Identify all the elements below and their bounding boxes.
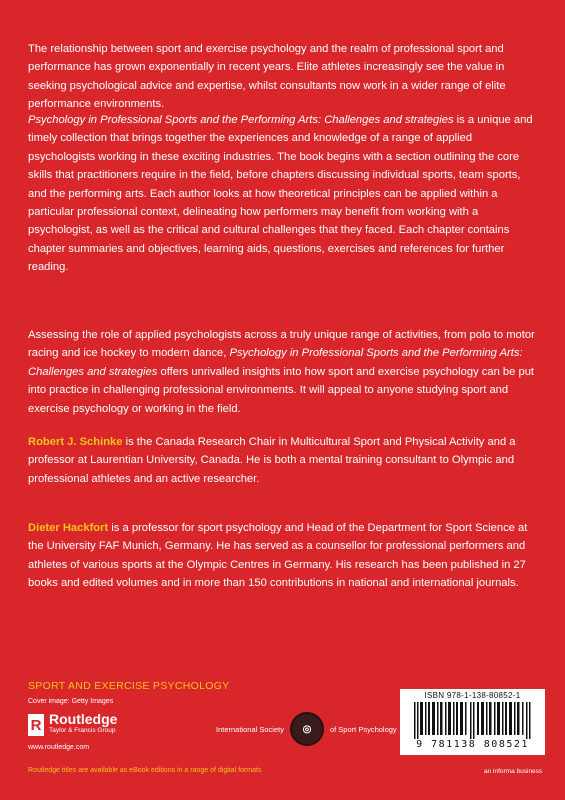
author-bio-hackfort: Dieter Hackfort is a professor for sport psychology and Head of the Department for Sport Science at the University FAF Munich, Germany. He has served as a counsellor for professional performers and athletes of various sports at the Olympic Centres in Germany. His research has been published in 27 books and edited volumes and in more than 150 contributions in national and international journals. xyxy=(28,522,528,590)
barcode-number: 9 781138 808521 xyxy=(416,739,529,750)
barcode-panel xyxy=(400,689,545,755)
issp-logo xyxy=(216,712,397,746)
publisher-name: Routledge xyxy=(49,711,118,727)
informa-tagline: an informa business xyxy=(484,768,543,775)
ebook-note: Routledge titles are available as eBook editions in a range of digital formats xyxy=(28,767,262,774)
routledge-r-icon: R xyxy=(28,714,44,736)
description-paragraph-1: The relationship between sport and exercise psychology and the realm of professional sport and performance has grown exponentially in recent years. Elite athletes increasingly see the value in seeking psychological advice and expertise, whilst consultants now work in a wider range of elite performance environments. xyxy=(28,43,506,111)
isbn-label: ISBN 978-1-138-80852-1 xyxy=(424,691,521,700)
book-title-italic: Psychology in Professional Sports and the Performing Arts: Challenges and strategies xyxy=(28,347,523,378)
book-title-italic: Psychology in Professional Sports and the Performing Arts: Challenges and strategies xyxy=(28,114,454,126)
barcode-icon xyxy=(414,702,531,739)
description-paragraph-3: Assessing the role of applied psychologists across a truly unique range of activities, from polo to motor racing and ice hockey to modern dance, Psychology in Professional Sports and the Performing Arts: Challenges and strategies offers unrivalled insights into how sport and exercise psychology can be put into practice in challenging professional environments. It will appeal to anyone studying sport and exercise psychology or working in the field. xyxy=(28,329,535,415)
routledge-logo xyxy=(28,713,117,737)
description-paragraph-2: Psychology in Professional Sports and the Performing Arts: Challenges and strategies is a unique and timely collection that brings together the experiences and knowledge of a range of applied psychologists working in these exciting industries. The book begins with a section outlining the core skills that practitioners require in the field, before chapters discussing individual sports, team sports, and the performing arts. Each author looks at how theoretical principles can be applied within a particular professional context, delineating how performers may benefit from working with a psychologist, as well as the critical and cultural challenges that they faced. Each chapter contains chapter summaries and objectives, learning aids, questions, exercises and references for further reading. xyxy=(28,114,533,274)
issp-emblem-icon: ◎ xyxy=(290,712,324,746)
cover-image-credit: Cover image: Getty Images xyxy=(28,698,114,705)
society-name-right: of Sport Psychology xyxy=(329,724,397,734)
publisher-website: www.routledge.com xyxy=(28,744,90,751)
society-name-left: International Society xyxy=(216,724,284,734)
author-name: Dieter Hackfort xyxy=(28,522,109,534)
series-name: SPORT AND EXERCISE PSYCHOLOGY xyxy=(28,680,230,692)
publisher-group: Taylor & Francis Group xyxy=(49,727,116,734)
author-bio-schinke: Robert J. Schinke is the Canada Research Chair in Multicultural Sport and Physical Activity and a professor at Laurentian University, Canada. He is both a mental training consultant to Olympic and professional athletes and an active researcher. xyxy=(28,436,516,485)
author-name: Robert J. Schinke xyxy=(28,436,123,448)
